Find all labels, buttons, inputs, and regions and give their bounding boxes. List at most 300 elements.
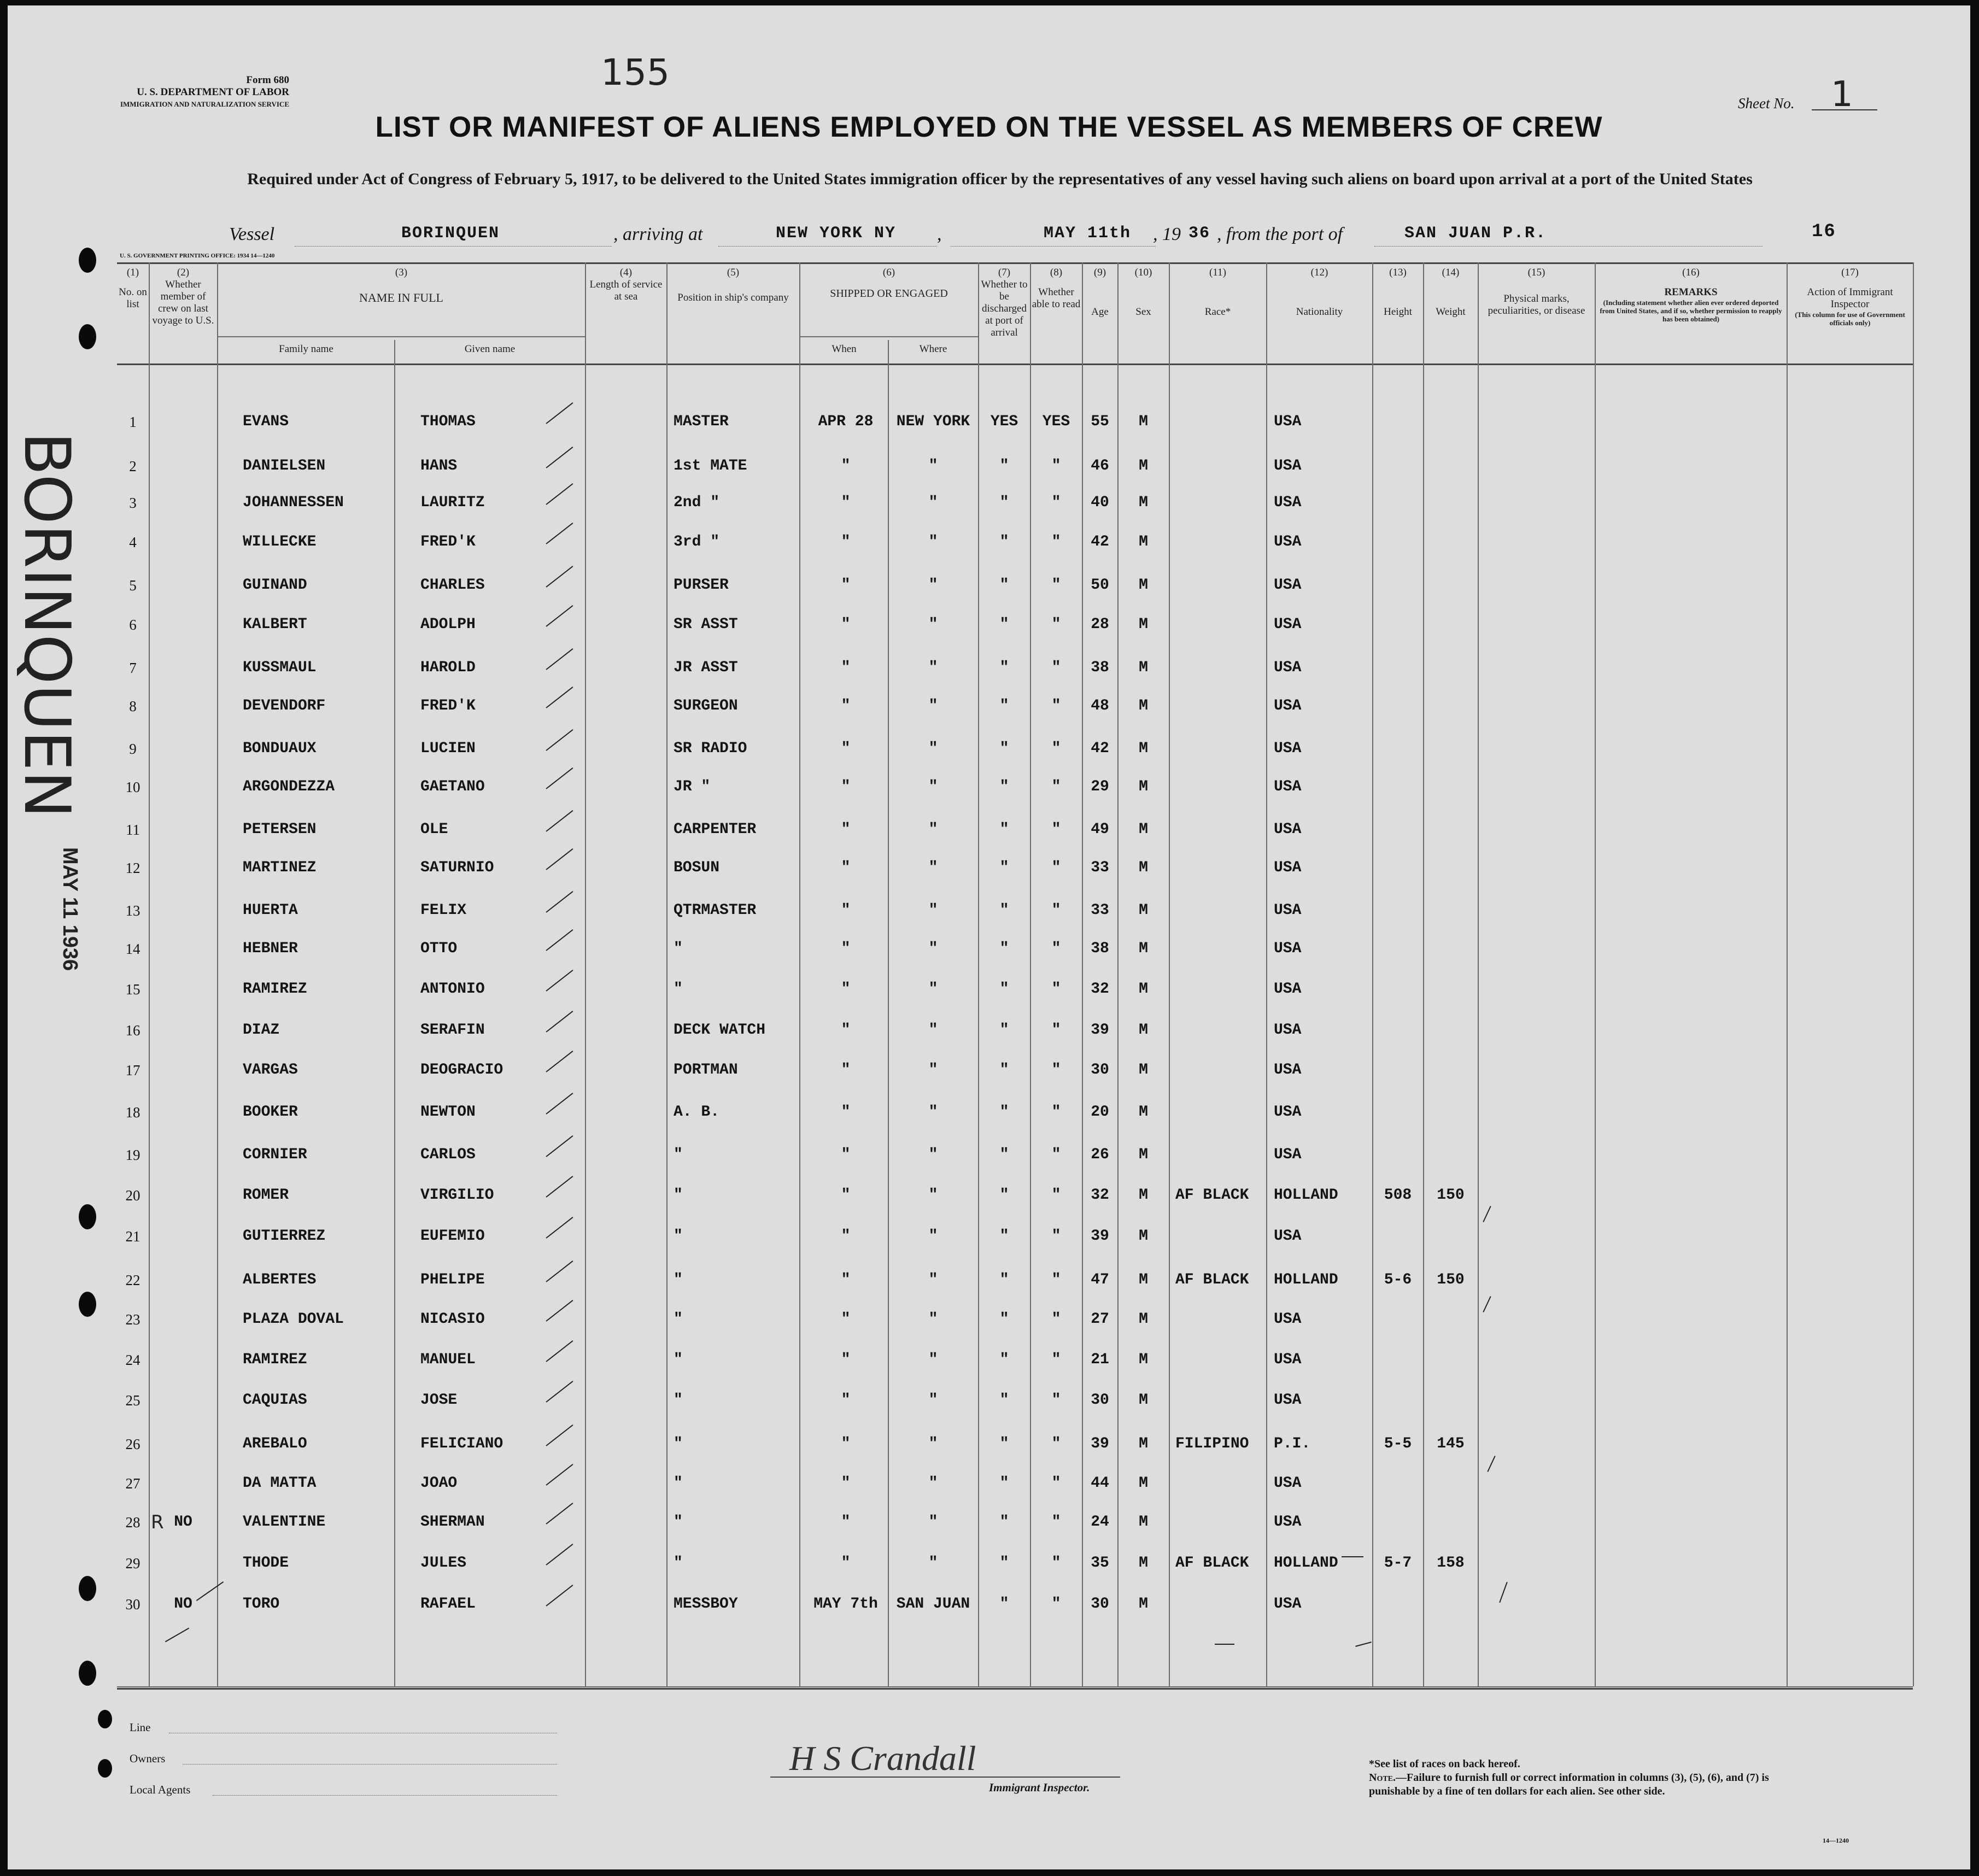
cell-where: " xyxy=(928,1311,938,1328)
cell-disch: " xyxy=(999,940,1009,957)
cell-given: FRED'K xyxy=(420,697,476,714)
cell-prev: NO xyxy=(174,1596,192,1613)
cell-where: " xyxy=(928,1062,938,1078)
cell-read: " xyxy=(1051,1271,1061,1288)
signature-line xyxy=(770,1777,1120,1778)
service-name: IMMIGRATION AND NATURALIZATION SERVICE xyxy=(120,100,289,108)
cell-given: DEOGRACIO xyxy=(420,1062,503,1078)
cell-pos: " xyxy=(674,981,683,998)
cell-sex: M xyxy=(1139,1351,1148,1368)
cell-pos: MESSBOY xyxy=(674,1596,738,1613)
cell-sex: M xyxy=(1139,577,1148,594)
note-text: —Failure to furnish full or correct information in columns (3), (5), (6), and (7) is punishable by a fine of ten dollars for each alien. See other side. xyxy=(1369,1772,1769,1797)
owners-label: Owners xyxy=(130,1752,166,1765)
cell-pos: SURGEON xyxy=(674,697,738,714)
col10-label: Sex xyxy=(1135,306,1151,318)
cell-nat: USA xyxy=(1274,740,1302,757)
cell-nat: USA xyxy=(1274,616,1302,633)
cell-read: " xyxy=(1051,1146,1061,1163)
cell-no: 9 xyxy=(129,741,137,757)
cell-age: 28 xyxy=(1091,616,1109,633)
col12-num: (12) xyxy=(1310,267,1328,278)
col9-header xyxy=(1083,267,1117,318)
local-agents-label: Local Agents xyxy=(130,1783,191,1796)
cell-sex: M xyxy=(1139,821,1148,838)
cell-nat: HOLLAND xyxy=(1274,1271,1338,1288)
cell-given: NEWTON xyxy=(420,1104,476,1121)
cell-where: " xyxy=(928,1022,938,1039)
cell-pos: " xyxy=(674,1271,683,1288)
cell-family: CAQUIAS xyxy=(243,1392,307,1409)
punch-hole xyxy=(79,1576,96,1601)
cell-age: 29 xyxy=(1091,778,1109,795)
cell-sex: M xyxy=(1139,1435,1148,1452)
cell-read: " xyxy=(1051,821,1061,838)
cell-sex: M xyxy=(1139,981,1148,998)
cell-disch: YES xyxy=(990,413,1018,430)
cell-sex: M xyxy=(1139,494,1148,511)
date-blank xyxy=(951,246,1156,247)
cell-age: 55 xyxy=(1091,413,1109,430)
cell-disch: " xyxy=(999,577,1009,594)
cell-age: 33 xyxy=(1091,902,1109,919)
cell-no: 12 xyxy=(125,860,140,876)
cell-given: THOMAS xyxy=(420,413,476,430)
cell-sex: M xyxy=(1139,1104,1148,1121)
cell-pos: 1st MATE xyxy=(674,458,747,474)
cell-given: EUFEMIO xyxy=(420,1228,485,1245)
cell-given: FRED'K xyxy=(420,534,476,550)
race-note: *See list of races on back hereof. xyxy=(1369,1758,1520,1770)
cell-family: VALENTINE xyxy=(243,1514,326,1531)
cell-no: 29 xyxy=(125,1555,140,1572)
cell-age: 42 xyxy=(1091,534,1109,550)
cell-no: 20 xyxy=(125,1187,140,1204)
cell-sex: M xyxy=(1139,859,1148,876)
cell-no: 2 xyxy=(129,458,137,474)
local-agents-blank xyxy=(213,1795,557,1796)
cell-no: 7 xyxy=(129,660,137,676)
vessel-blank xyxy=(295,246,612,247)
dash-mark xyxy=(1215,1644,1234,1645)
cell-where: " xyxy=(928,494,938,511)
cell-age: 32 xyxy=(1091,981,1109,998)
cell-family: TORO xyxy=(243,1596,280,1613)
cell-age: 35 xyxy=(1091,1555,1109,1572)
cell-when: " xyxy=(841,1104,851,1121)
cell-sex: M xyxy=(1139,1555,1148,1572)
cell-nat: USA xyxy=(1274,659,1302,676)
cell-where: " xyxy=(928,1555,938,1572)
cell-no: 4 xyxy=(129,534,137,550)
col16-header xyxy=(1596,267,1786,323)
cell-age: 39 xyxy=(1091,1228,1109,1245)
cell-when: " xyxy=(841,859,851,876)
col6-header xyxy=(800,267,977,300)
cell-age: 32 xyxy=(1091,1187,1109,1204)
cell-when: MAY 7th xyxy=(813,1596,878,1613)
cell-sex: M xyxy=(1139,659,1148,676)
cell-nat: USA xyxy=(1274,1311,1302,1328)
cell-where: " xyxy=(928,740,938,757)
cell-when: " xyxy=(841,1514,851,1531)
cell-sex: M xyxy=(1139,1146,1148,1163)
cell-no: 1 xyxy=(129,414,137,430)
cell-disch: " xyxy=(999,1596,1009,1613)
cell-no: 8 xyxy=(129,698,137,714)
col16-num: (16) xyxy=(1682,267,1700,278)
col4-label: Length of service at sea xyxy=(589,279,663,302)
cell-nat: USA xyxy=(1274,458,1302,474)
col9-num: (9) xyxy=(1093,267,1106,278)
cell-where: " xyxy=(928,577,938,594)
cell-pos: MASTER xyxy=(674,413,729,430)
cell-where: " xyxy=(928,458,938,474)
cell-read: " xyxy=(1051,1514,1061,1531)
cell-age: 39 xyxy=(1091,1435,1109,1452)
cell-family: ARGONDEZZA xyxy=(243,778,335,795)
cell-where: " xyxy=(928,940,938,957)
cell-read: " xyxy=(1051,697,1061,714)
col-line xyxy=(1913,262,1914,1686)
cell-no: 14 xyxy=(125,941,140,957)
cell-nat: USA xyxy=(1274,940,1302,957)
cell-pos: " xyxy=(674,1392,683,1409)
cell-nat: USA xyxy=(1274,859,1302,876)
col3-label: NAME IN FULL xyxy=(359,291,443,304)
cell-family: HEBNER xyxy=(243,940,298,957)
family-name-header: Family name xyxy=(279,343,333,355)
cell-nat: USA xyxy=(1274,577,1302,594)
cell-nat: USA xyxy=(1274,413,1302,430)
where-header: Where xyxy=(919,343,947,355)
cell-age: 20 xyxy=(1091,1104,1109,1121)
cell-sex: M xyxy=(1139,1596,1148,1613)
cell-sex: M xyxy=(1139,1514,1148,1531)
cell-disch: " xyxy=(999,1146,1009,1163)
cell-age: 42 xyxy=(1091,740,1109,757)
col8-num: (8) xyxy=(1050,267,1063,278)
cell-read: " xyxy=(1051,577,1061,594)
cell-nat: USA xyxy=(1274,1062,1302,1078)
cell-read: " xyxy=(1051,1187,1061,1204)
cell-age: 49 xyxy=(1091,821,1109,838)
cell-where: " xyxy=(928,981,938,998)
cell-sex: M xyxy=(1139,616,1148,633)
cell-age: 40 xyxy=(1091,494,1109,511)
cell-pos: " xyxy=(674,1228,683,1245)
col3-header xyxy=(218,267,584,304)
col4-header xyxy=(586,267,666,303)
cell-nat: USA xyxy=(1274,1475,1302,1492)
cell-no: 27 xyxy=(125,1475,140,1492)
margin-date-stamp: MAY 11 1936 xyxy=(58,847,81,971)
col1-header xyxy=(117,267,149,310)
cell-no: 17 xyxy=(125,1062,140,1078)
cell-read: " xyxy=(1051,1022,1061,1039)
cell-given: OTTO xyxy=(420,940,458,957)
cell-disch: " xyxy=(999,1435,1009,1452)
cell-pos: " xyxy=(674,1146,683,1163)
cell-sex: M xyxy=(1139,940,1148,957)
cell-when: " xyxy=(841,1187,851,1204)
cell-disch: " xyxy=(999,1555,1009,1572)
cell-read: " xyxy=(1051,534,1061,550)
col7-header xyxy=(979,267,1029,339)
cell-family: BOOKER xyxy=(243,1104,298,1121)
cell-where: " xyxy=(928,1104,938,1121)
cell-pos: 3rd " xyxy=(674,534,720,550)
cell-disch: " xyxy=(999,778,1009,795)
col9-label: Age xyxy=(1091,306,1109,318)
cell-nat: P.I. xyxy=(1274,1435,1311,1452)
cell-nat: USA xyxy=(1274,1351,1302,1368)
cell-disch: " xyxy=(999,1104,1009,1121)
form-subtitle: Required under Act of Congress of February 5, 1917, to be delivered to the United States immigration officer by the representatives of any vessel having such aliens on board upon arrival at a port of the United States xyxy=(247,170,1753,188)
arriving-label: , arriving at xyxy=(613,224,703,244)
cell-where: " xyxy=(928,534,938,550)
col-line xyxy=(149,262,150,1686)
col3-num: (3) xyxy=(395,267,408,278)
cell-read: " xyxy=(1051,902,1061,919)
col14-num: (14) xyxy=(1442,267,1460,278)
col-line xyxy=(1372,262,1373,1686)
inspector-signature: H S Crandall xyxy=(789,1739,976,1778)
penalty-note xyxy=(1369,1771,1823,1798)
inspector-label: Immigrant Inspector. xyxy=(989,1781,1090,1794)
cell-no: 10 xyxy=(125,779,140,795)
cell-sex: M xyxy=(1139,1392,1148,1409)
cell-disch: " xyxy=(999,1187,1009,1204)
cell-no: 25 xyxy=(125,1392,140,1409)
cell-pos: CARPENTER xyxy=(674,821,757,838)
cell-where: NEW YORK xyxy=(896,413,970,430)
cell-height: 5-5 xyxy=(1384,1435,1412,1452)
cell-where: " xyxy=(928,1392,938,1409)
cell-age: 50 xyxy=(1091,577,1109,594)
cell-age: 27 xyxy=(1091,1311,1109,1328)
cell-read: " xyxy=(1051,1392,1061,1409)
cell-family: DA MATTA xyxy=(243,1475,317,1492)
cell-when: " xyxy=(841,1228,851,1245)
cell-nat: USA xyxy=(1274,1514,1302,1531)
col16-note: (Including statement whether alien ever ordered deported from United States, and if so, whether permission to reapply has been obtained) xyxy=(1600,298,1782,323)
year-value: 36 xyxy=(1188,224,1211,243)
cell-pos: JR ASST xyxy=(674,659,738,676)
col14-header xyxy=(1424,267,1477,318)
cell-pos: SR ASST xyxy=(674,616,738,633)
cell-given: ANTONIO xyxy=(420,981,485,998)
cell-no: 15 xyxy=(125,981,140,998)
cell-pos: " xyxy=(674,1555,683,1572)
cell-disch: " xyxy=(999,1062,1009,1078)
cell-weight: 145 xyxy=(1437,1435,1465,1452)
cell-read: " xyxy=(1051,1104,1061,1121)
cell-disch: " xyxy=(999,981,1009,998)
cell-given: CARLOS xyxy=(420,1146,476,1163)
cell-disch: " xyxy=(999,458,1009,474)
cell-given: JOAO xyxy=(420,1475,458,1492)
cell-nat: USA xyxy=(1274,778,1302,795)
cell-when: " xyxy=(841,1555,851,1572)
col-line xyxy=(1787,262,1788,1686)
col15-num: (15) xyxy=(1527,267,1545,278)
cell-given: HANS xyxy=(420,458,458,474)
cell-given: ADOLPH xyxy=(420,616,476,633)
from-port-blank xyxy=(1374,246,1763,247)
cell-when: " xyxy=(841,659,851,676)
cell-sex: M xyxy=(1139,740,1148,757)
cell-given: OLE xyxy=(420,821,448,838)
cell-read: " xyxy=(1051,778,1061,795)
cell-nat: USA xyxy=(1274,1146,1302,1163)
col-line xyxy=(1423,262,1424,1686)
cell-read: " xyxy=(1051,859,1061,876)
cell-age: 39 xyxy=(1091,1022,1109,1039)
margin-mark: R xyxy=(151,1511,164,1533)
cell-nat: USA xyxy=(1274,1596,1302,1613)
cell-read: " xyxy=(1051,981,1061,998)
cell-pos: BOSUN xyxy=(674,859,720,876)
cell-pos: " xyxy=(674,1187,683,1204)
cell-no: 6 xyxy=(129,617,137,633)
vessel-name: BORINQUEN xyxy=(401,224,500,243)
cell-family: DEVENDORF xyxy=(243,697,326,714)
cell-pos: " xyxy=(674,940,683,957)
cell-sex: M xyxy=(1139,697,1148,714)
cell-disch: " xyxy=(999,740,1009,757)
col17-note: (This column for use of Government officials only) xyxy=(1795,310,1905,327)
punch-hole xyxy=(79,1661,96,1686)
cell-age: 24 xyxy=(1091,1514,1109,1531)
cell-when: " xyxy=(841,940,851,957)
cell-family: GUTIERREZ xyxy=(243,1228,326,1245)
col-line xyxy=(217,262,218,1686)
arriving-port: NEW YORK NY xyxy=(776,224,897,243)
cell-no: 5 xyxy=(129,577,137,594)
cell-pos: A. B. xyxy=(674,1104,720,1121)
cell-when: " xyxy=(841,494,851,511)
cell-family: DIAZ xyxy=(243,1022,280,1039)
cell-when: " xyxy=(841,1435,851,1452)
cell-where: " xyxy=(928,1475,938,1492)
cell-age: 33 xyxy=(1091,859,1109,876)
cell-when: " xyxy=(841,821,851,838)
cell-read: " xyxy=(1051,1062,1061,1078)
cell-pos: PORTMAN xyxy=(674,1062,738,1078)
cell-when: " xyxy=(841,577,851,594)
col12-header xyxy=(1267,267,1372,318)
cell-race: AF BLACK xyxy=(1175,1555,1249,1572)
col10-num: (10) xyxy=(1134,267,1152,278)
col17-num: (17) xyxy=(1841,267,1859,278)
cell-family: HUERTA xyxy=(243,902,298,919)
cell-sex: M xyxy=(1139,534,1148,550)
cell-disch: " xyxy=(999,494,1009,511)
col17-label: Action of Immigrant Inspector xyxy=(1807,286,1893,310)
cell-family: EVANS xyxy=(243,413,289,430)
cell-given: SATURNIO xyxy=(420,859,494,876)
cell-nat: USA xyxy=(1274,1104,1302,1121)
when-header: When xyxy=(832,343,857,355)
cell-family: PETERSEN xyxy=(243,821,317,838)
cell-sex: M xyxy=(1139,1311,1148,1328)
arrival-date: MAY 11th xyxy=(1044,224,1132,243)
col6-label: SHIPPED OR ENGAGED xyxy=(830,288,948,300)
col12-label: Nationality xyxy=(1296,306,1343,318)
col11-num: (11) xyxy=(1209,267,1226,278)
form-code: 14—1240 xyxy=(1823,1837,1849,1844)
cell-when: " xyxy=(841,1392,851,1409)
cell-age: 38 xyxy=(1091,659,1109,676)
cell-race: AF BLACK xyxy=(1175,1271,1249,1288)
cell-sex: M xyxy=(1139,1022,1148,1039)
cell-given: HAROLD xyxy=(420,659,476,676)
cell-no: 23 xyxy=(125,1311,140,1328)
col-line xyxy=(1595,262,1596,1686)
cell-race: FILIPINO xyxy=(1175,1435,1249,1452)
cell-where: " xyxy=(928,1146,938,1163)
col11-label: Race* xyxy=(1204,306,1231,318)
cell-when: " xyxy=(841,1022,851,1039)
cell-age: 30 xyxy=(1091,1392,1109,1409)
cell-where: " xyxy=(928,1351,938,1368)
cell-age: 21 xyxy=(1091,1351,1109,1368)
cell-family: ALBERTES xyxy=(243,1271,317,1288)
cell-read: YES xyxy=(1042,413,1070,430)
cell-disch: " xyxy=(999,1228,1009,1245)
cell-disch: " xyxy=(999,1514,1009,1531)
cell-pos: " xyxy=(674,1311,683,1328)
col5-header xyxy=(668,267,799,304)
cell-nat: USA xyxy=(1274,1022,1302,1039)
punch-hole xyxy=(79,248,96,273)
cell-height: 508 xyxy=(1384,1187,1412,1204)
margin-vessel-name-text: BORINQUEN xyxy=(10,432,84,818)
cell-nat: HOLLAND xyxy=(1274,1187,1338,1204)
cell-no: 3 xyxy=(129,495,137,511)
cell-race: AF BLACK xyxy=(1175,1187,1249,1204)
cell-no: 19 xyxy=(125,1147,140,1163)
cell-nat: USA xyxy=(1274,821,1302,838)
cell-no: 30 xyxy=(125,1596,140,1613)
cell-disch: " xyxy=(999,821,1009,838)
cell-when: " xyxy=(841,740,851,757)
cell-given: GAETANO xyxy=(420,778,485,795)
cell-pos: PURSER xyxy=(674,577,729,594)
cell-read: " xyxy=(1051,1596,1061,1613)
punch-hole xyxy=(98,1710,112,1728)
cell-when: " xyxy=(841,1351,851,1368)
cell-read: " xyxy=(1051,1555,1061,1572)
cell-given: LAURITZ xyxy=(420,494,485,511)
cell-where: " xyxy=(928,1514,938,1531)
cell-no: 13 xyxy=(125,902,140,919)
cell-read: " xyxy=(1051,616,1061,633)
cell-where: " xyxy=(928,1187,938,1204)
cell-given: PHELIPE xyxy=(420,1271,485,1288)
footer-divider xyxy=(117,1686,1913,1687)
punch-hole xyxy=(79,324,96,349)
cell-age: 26 xyxy=(1091,1146,1109,1163)
cell-weight: 158 xyxy=(1437,1555,1465,1572)
cell-family: ROMER xyxy=(243,1187,289,1204)
cell-weight: 150 xyxy=(1437,1187,1465,1204)
cell-given: JOSE xyxy=(420,1392,458,1409)
cell-where: " xyxy=(928,697,938,714)
cell-sex: M xyxy=(1139,778,1148,795)
col1-num: (1) xyxy=(126,267,139,278)
